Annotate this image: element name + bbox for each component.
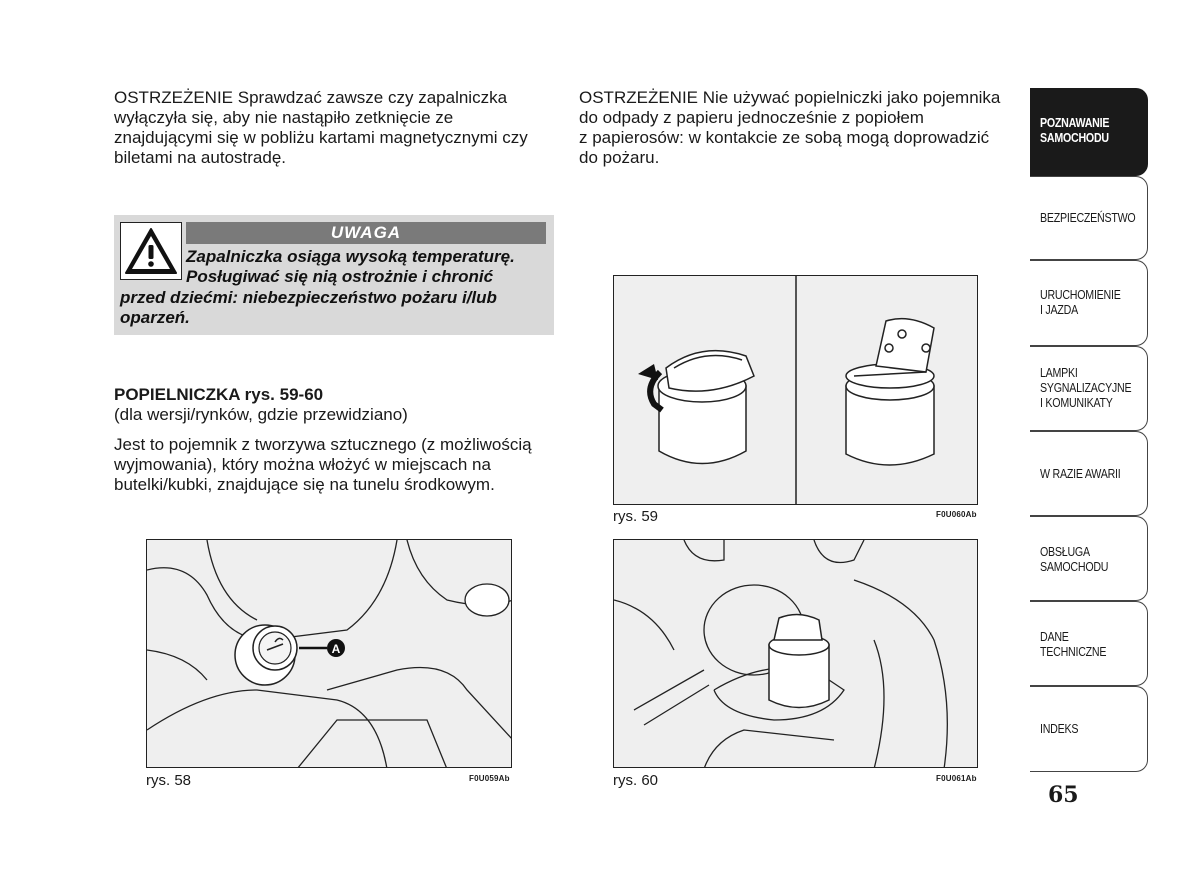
- tab-obsluga-samochodu[interactable]: [1030, 516, 1148, 601]
- ashtray-warning: [579, 88, 1019, 168]
- tab-w-razie-awarii[interactable]: [1030, 431, 1148, 516]
- figure-58: [146, 539, 512, 768]
- tab-label: OBSŁUGA SAMOCHODU: [1040, 544, 1109, 574]
- tab-label: BEZPIECZEŃSTWO: [1040, 210, 1136, 225]
- tab-bezpieczenstwo[interactable]: [1030, 176, 1148, 260]
- figure-caption: rys. 60: [613, 772, 659, 789]
- tab-label: DANE TECHNICZNE: [1040, 629, 1107, 659]
- section-title: POPIELNICZKA rys. 59-60: [114, 385, 324, 404]
- section-body: wyjmowania), który można włożyć w miejscach na: [114, 455, 491, 474]
- warning-triangle-icon: [120, 222, 182, 280]
- section-body: butelki/kubki, znajdujące się na tunelu środkowym.: [114, 475, 495, 494]
- tab-dane-techniczne[interactable]: [1030, 601, 1148, 686]
- lighter-warning: [114, 88, 554, 168]
- caution-text: oparzeń.: [120, 308, 190, 327]
- ashtray-illustration: [614, 276, 978, 505]
- warning-text: z papierosów: w kontakcie ze sobą mogą doprowadzić: [579, 128, 990, 147]
- tab-label: W RAZIE AWARII: [1040, 466, 1121, 481]
- figure-59: [613, 275, 978, 505]
- tab-label: INDEKS: [1040, 721, 1079, 736]
- lighter-illustration: [147, 540, 512, 768]
- figure-code: F0U059Ab: [469, 774, 510, 783]
- tab-label: URUCHOMIENIE I JAZDA: [1040, 287, 1121, 317]
- tab-poznawanie-samochodu[interactable]: [1030, 88, 1148, 176]
- warning-text: znajdującymi się w pobliżu kartami magnetycznymi czy: [114, 128, 528, 147]
- tab-label: LAMPKI SYGNALIZACYJNE I KOMUNIKATY: [1040, 365, 1132, 410]
- warning-text: wyłączyła się, aby nie nastąpiło zetknięcie ze: [114, 108, 454, 127]
- warning-text: Nie używać popielniczki jako pojemnika: [702, 88, 1001, 107]
- page-number: 65: [1048, 782, 1079, 808]
- caution-box: [114, 215, 554, 335]
- warning-text: do odpady z papieru jednocześnie z popiołem: [579, 108, 924, 127]
- figure-60: [613, 539, 978, 768]
- ashtray-installed-illustration: [614, 540, 978, 768]
- ashtray-section: [114, 385, 564, 495]
- callout-label: A: [331, 642, 341, 656]
- caution-text: Posługiwać się nią ostrożnie i chronić: [186, 267, 494, 286]
- warning-text: Sprawdzać zawsze czy zapalniczka: [237, 88, 508, 107]
- section-subtitle: (dla wersji/rynków, gdzie przewidziano): [114, 405, 408, 424]
- tab-lampki-sygnalizacyjne[interactable]: [1030, 346, 1148, 431]
- figure-code: F0U060Ab: [936, 510, 977, 519]
- tab-indeks[interactable]: [1030, 686, 1148, 772]
- warning-keyword: OSTRZEŻENIE: [114, 88, 234, 107]
- caution-text: Zapalniczka osiąga wysoką temperaturę.: [186, 247, 515, 266]
- warning-keyword: OSTRZEŻENIE: [579, 88, 699, 107]
- section-body: Jest to pojemnik z tworzywa sztucznego (z możliwością: [114, 435, 532, 454]
- figure-caption: rys. 58: [146, 772, 192, 789]
- warning-text: biletami na autostradę.: [114, 148, 286, 167]
- figure-caption: rys. 59: [613, 508, 659, 525]
- tab-uruchomienie-i-jazda[interactable]: [1030, 260, 1148, 346]
- tab-label: POZNAWANIE SAMOCHODU: [1040, 115, 1110, 145]
- figure-code: F0U061Ab: [936, 774, 977, 783]
- caution-title: UWAGA: [186, 222, 546, 244]
- warning-text: do pożaru.: [579, 148, 660, 167]
- caution-text: przed dziećmi: niebezpieczeństwo pożaru i/lub: [120, 288, 497, 307]
